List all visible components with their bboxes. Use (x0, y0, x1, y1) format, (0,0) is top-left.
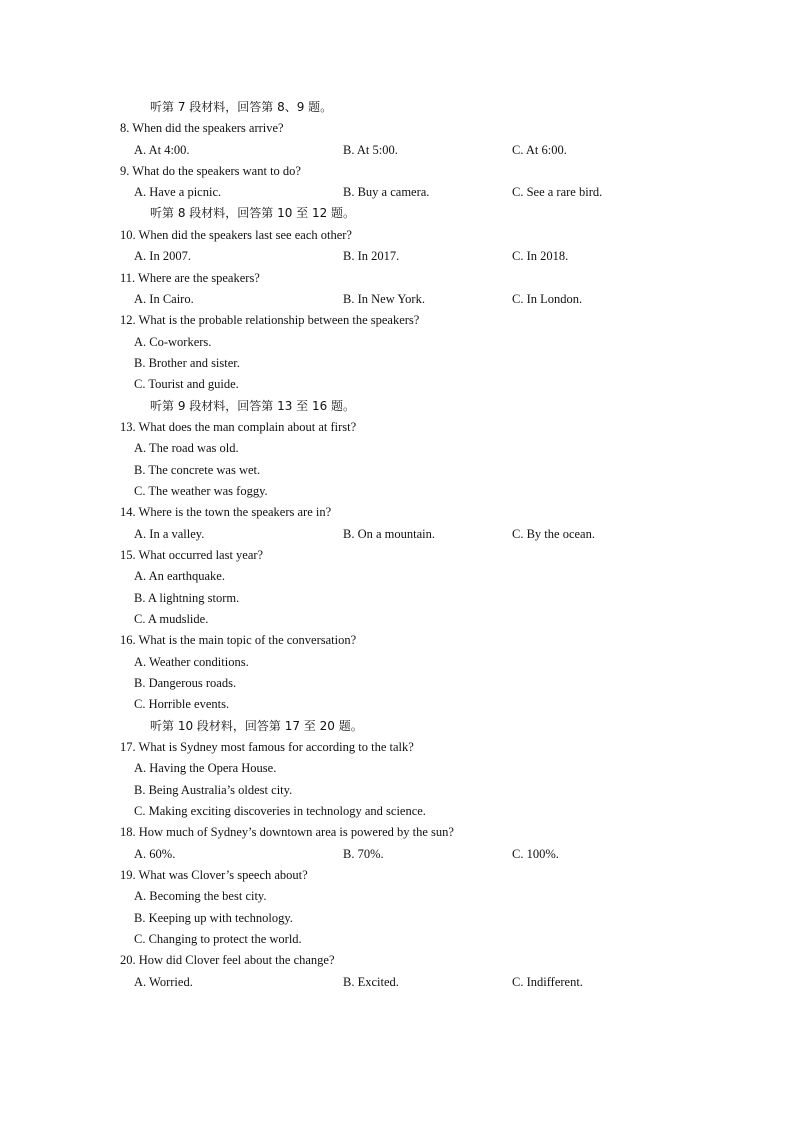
option-a: A. Weather conditions. (134, 655, 249, 669)
options-row-q20 (0, 972, 794, 993)
option-b: B. Buy a camera. (343, 185, 430, 199)
options-row-q15b (0, 588, 794, 609)
options-row-q13a (0, 438, 794, 459)
section-heading: 听第 9 段材料，回答第 13 至 16 题。 (150, 399, 356, 413)
option-a: A. An earthquake. (134, 569, 225, 583)
option-a: A. In a valley. (134, 527, 205, 541)
option-c: C. Making exciting discoveries in technology and science. (134, 804, 426, 818)
option-b: B. Being Australia’s oldest city. (134, 783, 293, 797)
section-heading: 听第 8 段材料，回答第 10 至 12 题。 (150, 206, 356, 220)
option-a: A. Having the Opera House. (134, 761, 277, 775)
options-row-q19b (0, 908, 794, 929)
option-a: A. Becoming the best city. (134, 889, 267, 903)
options-row-q8 (0, 140, 794, 161)
options-row-q12a (0, 332, 794, 353)
option-c: C. A mudslide. (134, 612, 209, 626)
option-a: A. Worried. (134, 975, 193, 989)
option-b: B. Excited. (343, 975, 399, 989)
options-row-q13b (0, 460, 794, 481)
question-19: 19. What was Clover’s speech about? (120, 868, 308, 882)
options-row-q13c (0, 481, 794, 502)
option-a: A. Co-workers. (134, 335, 212, 349)
option-c: C. At 6:00. (512, 143, 567, 157)
question-8: 8. When did the speakers arrive? (120, 121, 284, 135)
options-row-q17c (0, 801, 794, 822)
option-a: A. Have a picnic. (134, 185, 222, 199)
option-a: A. 60%. (134, 847, 176, 861)
options-row-q12b (0, 353, 794, 374)
question-13: 13. What does the man complain about at first? (120, 420, 357, 434)
option-b: B. Dangerous roads. (134, 676, 237, 690)
section-heading: 听第 10 段材料，回答第 17 至 20 题。 (150, 719, 363, 733)
options-row-q17b (0, 780, 794, 801)
option-a: A. At 4:00. (134, 143, 190, 157)
option-c: C. In 2018. (512, 249, 569, 263)
options-row-q9 (0, 182, 794, 203)
option-b: B. Brother and sister. (134, 356, 240, 370)
option-b: B. A lightning storm. (134, 591, 240, 605)
question-17: 17. What is Sydney most famous for according to the talk? (120, 740, 414, 754)
option-a: A. The road was old. (134, 441, 239, 455)
option-b: B. At 5:00. (343, 143, 398, 157)
options-row-q15c (0, 609, 794, 630)
option-c: C. In London. (512, 292, 583, 306)
options-row-q19c (0, 929, 794, 950)
options-row-q12c (0, 374, 794, 395)
option-c: C. Horrible events. (134, 697, 230, 711)
question-12: 12. What is the probable relationship between the speakers? (120, 313, 420, 327)
section-heading: 听第 7 段材料，回答第 8、9 题。 (150, 100, 333, 114)
option-c: C. By the ocean. (512, 527, 595, 541)
option-c: C. Changing to protect the world. (134, 932, 302, 946)
options-row-q18 (0, 844, 794, 865)
question-10: 10. When did the speakers last see each other? (120, 228, 352, 242)
option-b: B. In New York. (343, 292, 425, 306)
option-b: B. The concrete was wet. (134, 463, 261, 477)
option-a: A. In 2007. (134, 249, 191, 263)
option-c: C. Indifferent. (512, 975, 583, 989)
option-c: C. The weather was foggy. (134, 484, 268, 498)
question-16: 16. What is the main topic of the conversation? (120, 633, 357, 647)
option-c: C. See a rare bird. (512, 185, 603, 199)
option-b: B. 70%. (343, 847, 384, 861)
option-c: C. 100%. (512, 847, 559, 861)
question-14: 14. Where is the town the speakers are in? (120, 505, 332, 519)
option-b: B. In 2017. (343, 249, 400, 263)
options-row-q10 (0, 246, 794, 267)
options-row-q16b (0, 673, 794, 694)
options-row-q17a (0, 758, 794, 779)
question-20: 20. How did Clover feel about the change? (120, 953, 335, 967)
options-row-q16a (0, 652, 794, 673)
options-row-q14 (0, 524, 794, 545)
option-a: A. In Cairo. (134, 292, 194, 306)
option-c: C. Tourist and guide. (134, 377, 239, 391)
question-18: 18. How much of Sydney’s downtown area is powered by the sun? (120, 825, 454, 839)
options-row-q15a (0, 566, 794, 587)
option-b: B. Keeping up with technology. (134, 911, 293, 925)
question-11: 11. Where are the speakers? (120, 271, 260, 285)
options-row-q11 (0, 289, 794, 310)
question-9: 9. What do the speakers want to do? (120, 164, 301, 178)
options-row-q19a (0, 886, 794, 907)
option-b: B. On a mountain. (343, 527, 436, 541)
question-15: 15. What occurred last year? (120, 548, 264, 562)
options-row-q16c (0, 694, 794, 715)
